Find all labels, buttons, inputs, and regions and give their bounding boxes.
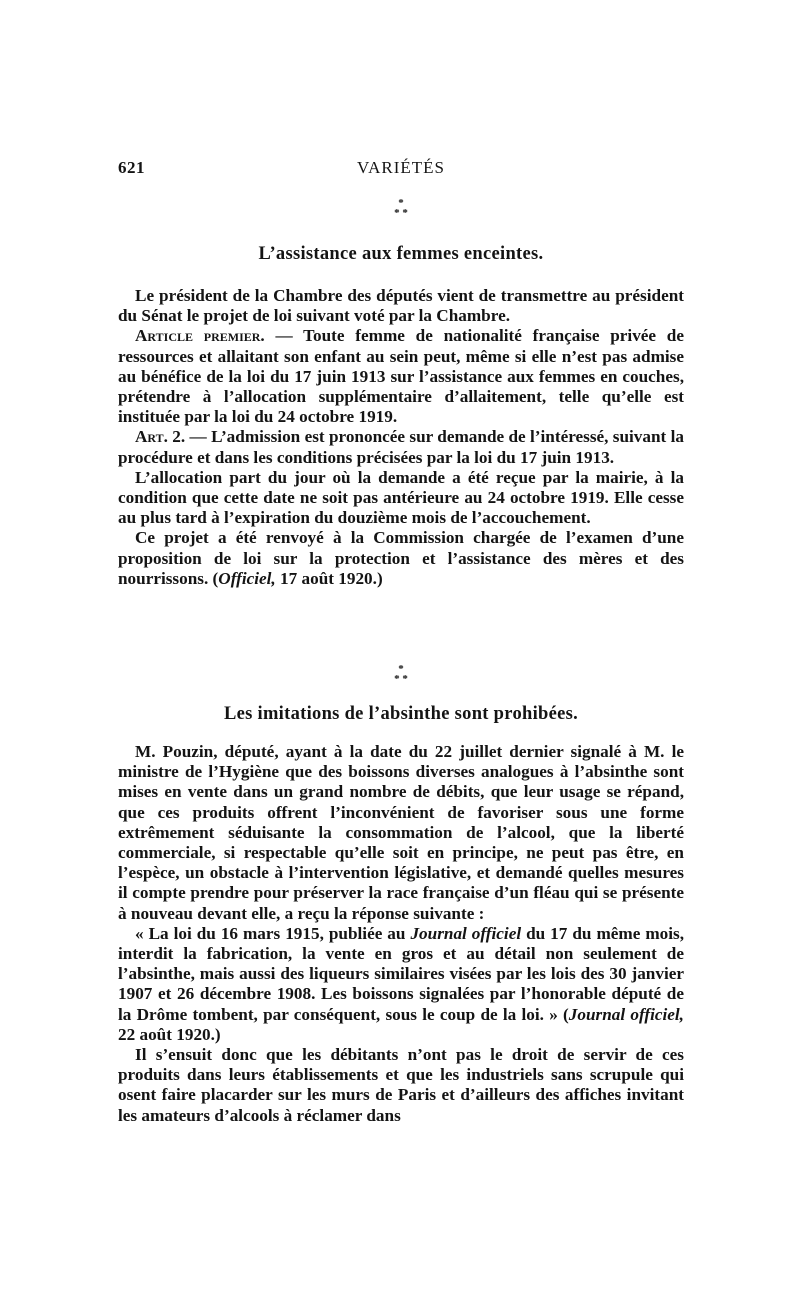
section-title: L’assistance aux femmes enceintes. [258, 244, 544, 264]
asterism-top: * [398, 197, 404, 209]
asterism-bottom: * * [394, 207, 408, 219]
section-body [118, 742, 684, 1126]
paragraph: M. Pouzin, député, ayant à la date du 22 juillet dernier signalé à M. le ministre de l’Hygiène que des boissons diverses analogues à l’absinthe sont mises en vente dans un grand nombre de débits, que leur usage se répand, que ces produits offrent l’inconvénient de favoriser sous une forme extrêmement séduisante la consommation de l’alcool, que la liberté commerciale, si respectable qu’elle soit en principe, ne peut pas être, en l’espèce, un obstacle à l’intervention législative, et demandé quelles mesures il compte prendre pour préserver la race française d’un fléau qui se présente à nouveau devant elle, a reçu la réponse suivante : [118, 742, 684, 923]
paragraph-text: Ce projet a été renvoyé à la Commission chargée de l’examen d’une proposition de loi sur la protection et l’assistance des mères et des nourrissons. ( [118, 528, 684, 588]
quote-start: « La loi du 16 mars 1915, publiée au [135, 923, 411, 943]
article-text: — L’admission est prononcée sur demande de l’intéressé, suivant la procédure et dans les conditions précisées par la loi du 17 juin 1913. [118, 427, 684, 467]
paragraph: L’allocation part du jour où la demande a été reçue par la mairie, à la condition que cette date ne soit pas antérieure au 24 octobre 1919. Elle cesse au plus tard à l’expiration du douzième mois de l’accouchement. [118, 467, 684, 528]
citation-date: 22 août 1920.) [118, 1024, 221, 1044]
page-number: 621 [118, 158, 145, 177]
citation-date: 17 août 1920.) [275, 568, 383, 588]
paragraph [118, 326, 684, 427]
section-title: Les imitations de l’absinthe sont prohibées. [223, 704, 579, 724]
article-text: — Toute femme de nationalité française privée de ressources et allaitant son enfant au sein peut, même si elle n’est pas admise au bénéfice de la loi du 17 juin 1913 sur l’assistance aux femmes en couches, prétendre à l’allocation supplémentaire d’allaitement, telle qu’elle est instituée par la loi du 24 octobre 1919. [118, 326, 684, 427]
section-separator-asterism [118, 664, 684, 684]
paragraph [118, 528, 684, 589]
paragraph: Le président de la Chambre des députés vient de transmettre au président du Sénat le projet de loi suivant voté par la Chambre. [118, 286, 684, 326]
quote-text: du 17 du même mois, interdit la fabrication, la vente en gros et au détail non seulement de l’absinthe, mais aussi des liqueurs similaires visées par les lois des 30 janvier 1907 et 26 décembre 1908. Les boissons signalées par l’honorable député de la Drôme tombent, par conséquent, sous le coup de la loi. » ( [118, 923, 684, 1024]
source-citation: Officiel, [218, 568, 276, 588]
page-header [118, 158, 684, 184]
section-body [118, 286, 684, 589]
article-label: Article premier. [135, 326, 265, 346]
asterism-top: * [398, 663, 404, 675]
paragraph [118, 924, 684, 1045]
running-title: VARIÉTÉS [357, 158, 445, 177]
section-separator-asterism [118, 198, 684, 218]
paragraph [118, 427, 684, 467]
asterism-bottom: * * [394, 673, 408, 685]
article-label: Art. 2. [135, 427, 186, 447]
source-citation: Journal officiel, [568, 1004, 684, 1024]
paragraph: Il s’ensuit donc que les débitants n’ont pas le droit de servir de ces produits dans leurs établissements et que les industriels sans scrupule qui osent faire placarder sur les murs de Paris et d’ailleurs des affiches invitant les amateurs d’alcools à réclamer dans [118, 1045, 684, 1125]
source-citation: Journal officiel [410, 923, 522, 943]
